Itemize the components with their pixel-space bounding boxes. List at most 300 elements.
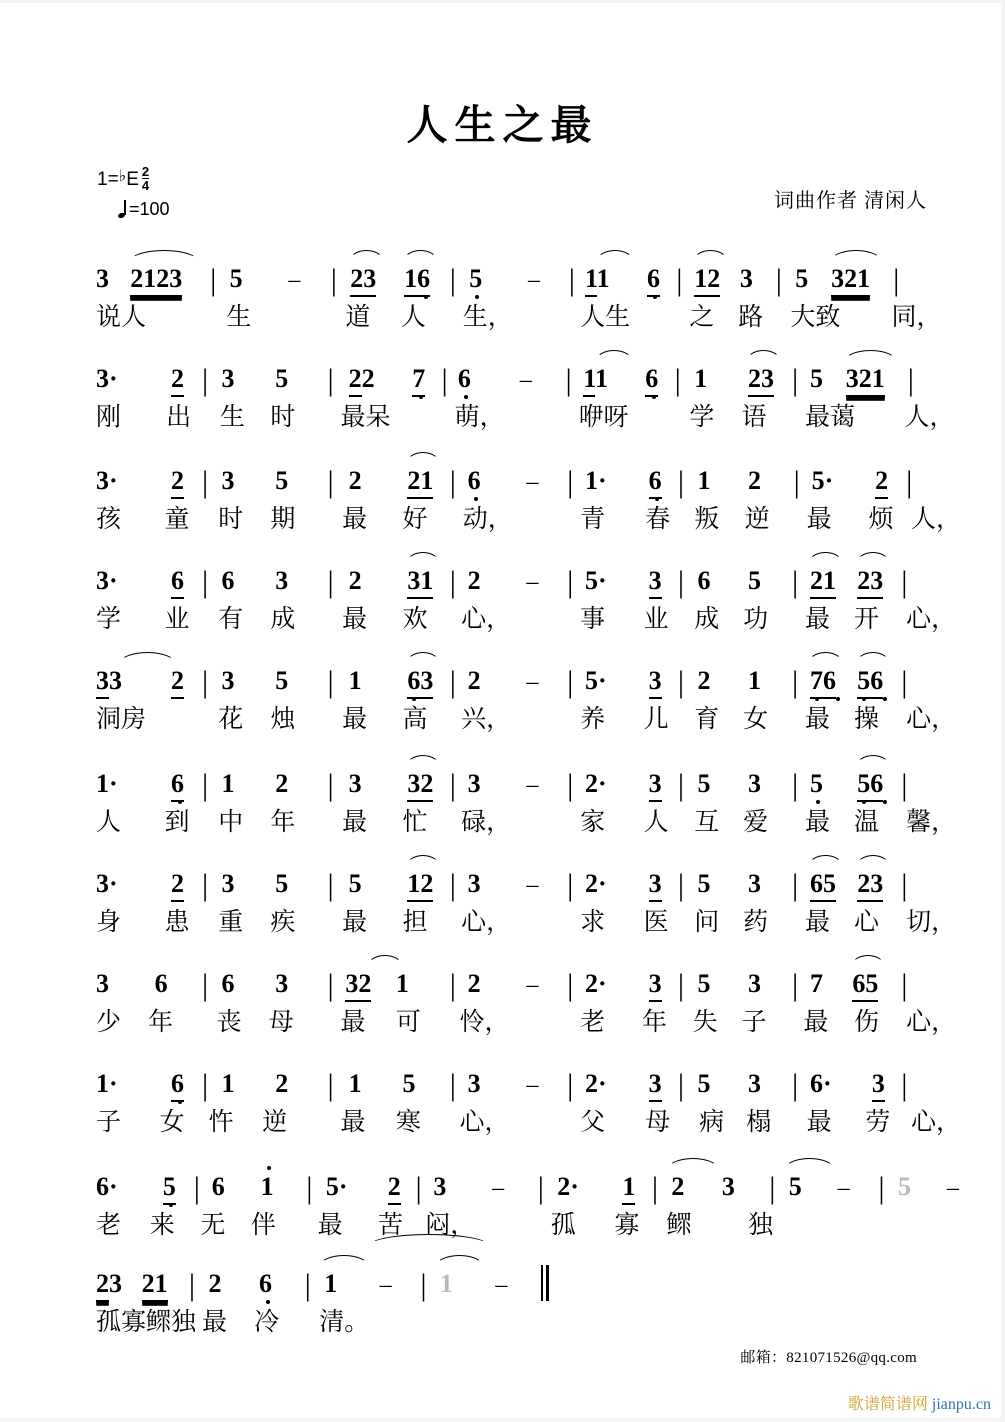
beamed-note: 3 bbox=[872, 1069, 885, 1102]
duration-dash: – bbox=[288, 267, 301, 293]
beamed-note: 6 bbox=[171, 769, 184, 802]
barline: | bbox=[449, 664, 456, 699]
note-numeral bbox=[171, 771, 184, 797]
note-numeral: 2 bbox=[748, 466, 761, 495]
slur-arc bbox=[403, 250, 438, 262]
note-numeral: 3 bbox=[748, 969, 761, 998]
barline: | bbox=[677, 464, 685, 499]
lyric-syllable: 老 bbox=[580, 1009, 606, 1036]
barline: | bbox=[201, 767, 209, 802]
slur-arc bbox=[856, 755, 891, 767]
barline: | bbox=[906, 464, 913, 499]
lyric-syllable: 刚 bbox=[96, 404, 122, 431]
note-numeral bbox=[872, 1071, 885, 1097]
barline: | bbox=[565, 362, 572, 397]
lyric-syllable: 独 bbox=[748, 1212, 774, 1239]
beamed-note: 6 bbox=[171, 566, 184, 599]
note-numeral bbox=[350, 266, 376, 292]
beamed-note: 5 bbox=[163, 1172, 176, 1205]
time-signature-denominator: 4 bbox=[141, 178, 150, 194]
barline: | bbox=[567, 767, 574, 802]
note-numeral bbox=[407, 468, 433, 494]
page-edge-top bbox=[0, 0, 1005, 3]
beamed-note: 12 bbox=[694, 264, 720, 297]
barline: | bbox=[201, 464, 209, 499]
note-numeral: 3 bbox=[467, 869, 481, 898]
lyric-syllable: 好 bbox=[402, 506, 428, 533]
lyric-syllable: 业 bbox=[643, 606, 669, 633]
beamed-note: 2 bbox=[171, 466, 184, 499]
lyric-syllable: 最 bbox=[805, 809, 831, 836]
note-numeral bbox=[647, 266, 660, 292]
time-signature bbox=[142, 165, 149, 192]
slur-arc bbox=[595, 350, 633, 362]
note-numeral: 3 bbox=[109, 1269, 122, 1298]
lyric-syllable: 时 bbox=[218, 506, 244, 533]
lyric-syllable: 萌， bbox=[454, 404, 505, 431]
lyric-syllable: 学 bbox=[96, 606, 122, 633]
footer-email: 邮箱：821071526@qq.com bbox=[740, 1350, 917, 1366]
duration-dash: – bbox=[526, 669, 539, 695]
note-numeral: 5 bbox=[697, 969, 711, 998]
music-system bbox=[96, 1148, 959, 1248]
beamed-note: 1 bbox=[583, 364, 595, 397]
footer-site-cn: 歌谱简谱网 bbox=[847, 1396, 928, 1413]
lyric-syllable: 最 bbox=[342, 506, 368, 533]
barline: | bbox=[201, 1067, 209, 1102]
slur-arc bbox=[406, 755, 441, 767]
beamed-note: 23 bbox=[350, 264, 376, 297]
barline: | bbox=[775, 262, 782, 297]
beamed-note: 76 bbox=[810, 666, 836, 699]
note-numeral: 5 bbox=[809, 769, 823, 798]
lyric-syllable: 生 bbox=[219, 404, 245, 431]
duration-dash: – bbox=[527, 267, 540, 293]
lyric-row bbox=[96, 1297, 928, 1339]
slur-arc bbox=[693, 250, 728, 262]
note-numeral: 5 bbox=[748, 566, 761, 595]
note-numeral: 3 bbox=[96, 969, 109, 998]
lyric-syllable: 爱 bbox=[743, 809, 769, 836]
note-numeral bbox=[407, 568, 433, 594]
slur-arc bbox=[746, 350, 781, 362]
lyric-syllable: 孤寡鳏独 bbox=[96, 1309, 197, 1336]
lyric-syllable: 烦 bbox=[868, 506, 894, 533]
page-edge-bottom bbox=[0, 1418, 1005, 1422]
barline: | bbox=[415, 1170, 422, 1205]
note-numeral: 5· bbox=[811, 466, 834, 495]
note-numeral: 5 bbox=[275, 869, 289, 898]
lyric-syllable: 问 bbox=[694, 909, 720, 936]
barline: | bbox=[327, 767, 334, 802]
note-numeral: 2 bbox=[275, 769, 289, 798]
barline: | bbox=[201, 867, 209, 902]
lyric-syllable: 家 bbox=[580, 809, 606, 836]
slur-arc bbox=[808, 855, 843, 867]
note-numeral: 5 bbox=[469, 264, 483, 293]
lyric-syllable: 清。 bbox=[319, 1309, 370, 1336]
beamed-note: 65 bbox=[852, 969, 878, 1002]
note-numeral: 2 bbox=[467, 666, 481, 695]
note-numeral bbox=[412, 366, 425, 392]
beamed-note: 2 bbox=[96, 1269, 109, 1302]
barline: | bbox=[201, 362, 209, 397]
note-numeral: 3· bbox=[96, 869, 118, 898]
barline: | bbox=[901, 767, 908, 802]
note-numeral: 2 bbox=[348, 566, 362, 595]
note-row bbox=[96, 340, 928, 397]
barline: | bbox=[677, 967, 685, 1002]
barline: | bbox=[201, 967, 209, 1002]
beamed-note: 65 bbox=[810, 869, 836, 902]
slur-arc bbox=[784, 1158, 835, 1170]
beamed-note: 3 bbox=[649, 969, 662, 1002]
lyric-row bbox=[96, 594, 957, 636]
note-numeral: 3· bbox=[96, 466, 118, 495]
music-system bbox=[96, 745, 957, 845]
lyric-syllable: 伴 bbox=[250, 1212, 276, 1239]
note-numeral bbox=[748, 366, 774, 392]
lyric-syllable: 道 bbox=[345, 304, 371, 331]
lyric-syllable: 药 bbox=[743, 909, 769, 936]
time-signature-numerator: 2 bbox=[141, 164, 150, 180]
music-system bbox=[96, 442, 962, 542]
note-numeral: 1 bbox=[260, 1172, 274, 1201]
note-numeral bbox=[171, 1071, 184, 1097]
lyric-syllable: 榻 bbox=[746, 1109, 772, 1136]
lyric-syllable: 最 bbox=[340, 1009, 366, 1036]
lyric-syllable: 冷 bbox=[254, 1309, 280, 1336]
lyric-syllable: 学 bbox=[689, 404, 715, 431]
barline: | bbox=[567, 867, 574, 902]
note-numeral: 3 bbox=[275, 566, 289, 595]
lyric-syllable: 业 bbox=[164, 606, 190, 633]
barline: | bbox=[567, 564, 574, 599]
high-octave-dot bbox=[267, 1166, 271, 1170]
note-numeral: 1 bbox=[694, 364, 708, 393]
duration-dash: – bbox=[526, 569, 539, 595]
barline: | bbox=[193, 1170, 201, 1205]
note-numeral: 1· bbox=[585, 466, 607, 495]
lyric-syllable: 互 bbox=[694, 809, 720, 836]
note-numeral: 3 bbox=[348, 769, 362, 798]
lyric-syllable: 欢 bbox=[402, 606, 428, 633]
note-numeral bbox=[349, 366, 375, 392]
lyric-syllable: 育 bbox=[694, 706, 720, 733]
beamed-note: 31 bbox=[407, 566, 433, 599]
lyric-syllable: 心， bbox=[911, 1109, 962, 1136]
note-numeral: 3 bbox=[221, 869, 235, 898]
slur-arc bbox=[319, 1255, 368, 1267]
barline: | bbox=[567, 664, 574, 699]
music-system bbox=[96, 845, 957, 945]
note-numeral: 5 bbox=[275, 466, 289, 495]
note-row bbox=[96, 240, 928, 297]
note-numeral: 6 bbox=[211, 1172, 225, 1201]
note-numeral: 6 bbox=[457, 364, 471, 393]
lyric-syllable: 最 bbox=[342, 706, 368, 733]
barline: | bbox=[792, 664, 799, 699]
lyric-row bbox=[96, 897, 957, 939]
lyric-syllable: 青 bbox=[580, 506, 606, 533]
note-numeral bbox=[852, 971, 878, 997]
note-numeral: 5 bbox=[697, 869, 711, 898]
lyric-syllable: 寡 bbox=[614, 1212, 640, 1239]
duration-dash: – bbox=[526, 772, 539, 798]
beamed-note: 21 bbox=[142, 1269, 168, 1302]
note-numeral: 2 bbox=[275, 1069, 289, 1098]
note-numeral: 3 bbox=[721, 1172, 735, 1201]
note-row bbox=[96, 1245, 928, 1302]
beamed-note: 6 bbox=[647, 264, 660, 297]
lyric-syllable: 最 bbox=[805, 706, 831, 733]
duration-dash: – bbox=[492, 1175, 505, 1201]
beamed-note: 12 bbox=[407, 869, 433, 902]
lyric-syllable: 碌， bbox=[461, 809, 512, 836]
note-numeral bbox=[645, 366, 658, 392]
beamed-note: 2 bbox=[349, 364, 362, 397]
barline: | bbox=[567, 1067, 574, 1102]
barline: | bbox=[327, 867, 334, 902]
barline: | bbox=[792, 564, 799, 599]
barline: | bbox=[792, 1067, 799, 1102]
note-numeral bbox=[857, 771, 883, 797]
barline: | bbox=[677, 867, 685, 902]
lyric-row bbox=[96, 1200, 928, 1242]
barline: | bbox=[449, 867, 456, 902]
note-numeral bbox=[583, 366, 608, 392]
note-numeral: 1· bbox=[96, 1069, 118, 1098]
note-numeral: 5 bbox=[697, 1069, 711, 1098]
note-numeral: 3 bbox=[109, 666, 122, 695]
lyric-row bbox=[96, 997, 957, 1039]
lyric-syllable: 春 bbox=[645, 506, 671, 533]
slur-arc bbox=[119, 652, 176, 664]
note-numeral bbox=[649, 468, 662, 494]
note-numeral: 1 bbox=[395, 969, 409, 998]
lyric-syllable: 有 bbox=[218, 606, 244, 633]
lyric-syllable: 年 bbox=[148, 1009, 174, 1036]
barline: | bbox=[327, 967, 334, 1002]
note-numeral bbox=[585, 266, 610, 292]
note-numeral: 2· bbox=[585, 869, 607, 898]
slur-arc bbox=[349, 250, 384, 262]
lyric-syllable: 叛 bbox=[694, 506, 720, 533]
note-numeral: 6· bbox=[96, 1172, 118, 1201]
note-numeral: 2· bbox=[585, 1069, 607, 1098]
lyric-syllable: 鳏 bbox=[666, 1212, 692, 1239]
lyric-syllable: 咿呀 bbox=[578, 404, 629, 431]
barline: | bbox=[327, 464, 334, 499]
lyric-syllable: 求 bbox=[580, 909, 606, 936]
beamed-note: 3 bbox=[96, 666, 109, 699]
barline: | bbox=[537, 1170, 544, 1205]
lyric-syllable: 人 bbox=[96, 809, 122, 836]
slur-arc bbox=[406, 855, 441, 867]
flat-symbol: ♭ bbox=[118, 168, 127, 185]
lyric-syllable: 最 bbox=[805, 909, 831, 936]
note-numeral: 5 bbox=[897, 1172, 911, 1201]
slur-arc bbox=[851, 955, 886, 967]
beamed-note: 7 bbox=[412, 364, 425, 397]
note-numeral: 1 bbox=[748, 666, 761, 695]
lyric-row bbox=[96, 797, 957, 839]
note-numeral: 2· bbox=[585, 969, 607, 998]
note-numeral bbox=[857, 668, 883, 694]
lyric-syllable: 身 bbox=[96, 909, 122, 936]
note-numeral bbox=[694, 266, 720, 292]
slur-arc bbox=[856, 855, 891, 867]
barline: | bbox=[449, 262, 456, 297]
note-numeral bbox=[649, 971, 662, 997]
lyric-syllable: 洞房 bbox=[96, 706, 147, 733]
note-numeral: 2· bbox=[585, 769, 607, 798]
lyric-syllable: 高 bbox=[402, 706, 428, 733]
barline: | bbox=[327, 564, 334, 599]
lyric-syllable: 大致 bbox=[790, 304, 841, 331]
tempo-value: =100 bbox=[129, 199, 170, 219]
note-numeral bbox=[649, 771, 662, 797]
lyric-syllable: 女 bbox=[159, 1109, 185, 1136]
note-numeral: 3 bbox=[748, 769, 761, 798]
slur-arc bbox=[406, 652, 441, 664]
note-numeral bbox=[130, 266, 182, 292]
lyric-syllable: 心， bbox=[906, 606, 957, 633]
lyric-syllable: 最 bbox=[342, 809, 368, 836]
lyric-syllable: 同， bbox=[891, 304, 942, 331]
note-numeral: 1 bbox=[324, 1269, 338, 1298]
lyric-syllable: 人， bbox=[911, 506, 962, 533]
barline: | bbox=[677, 767, 685, 802]
note-numeral bbox=[810, 871, 836, 897]
lyric-syllable: 年 bbox=[270, 809, 296, 836]
note-numeral bbox=[171, 366, 184, 392]
slur-arc bbox=[596, 250, 634, 262]
slur-arc bbox=[856, 652, 891, 664]
barline: | bbox=[901, 967, 908, 1002]
slur-arc bbox=[808, 552, 843, 564]
barline: | bbox=[878, 1170, 885, 1205]
barline: | bbox=[210, 262, 217, 297]
barline: | bbox=[792, 867, 799, 902]
lyric-syllable: 怜， bbox=[459, 1009, 510, 1036]
note-numeral bbox=[407, 771, 433, 797]
lyric-syllable: 最 bbox=[803, 1009, 829, 1036]
barline: | bbox=[449, 967, 456, 1002]
note-numeral bbox=[649, 668, 662, 694]
composer-credit: 词曲作者 清闲人 bbox=[774, 190, 927, 212]
note-numeral bbox=[831, 266, 870, 292]
note-row bbox=[96, 745, 928, 802]
beamed-note: 2 bbox=[171, 869, 184, 902]
note-numeral bbox=[846, 366, 885, 392]
lyric-syllable: 少 bbox=[96, 1009, 122, 1036]
beamed-note: 21 bbox=[407, 466, 433, 499]
beamed-note: 3 bbox=[649, 769, 662, 802]
note-numeral: 2 bbox=[361, 364, 375, 393]
beamed-note: 56 bbox=[857, 666, 883, 699]
duration-dash: – bbox=[495, 1272, 508, 1298]
lyric-syllable: 之 bbox=[689, 304, 715, 331]
lyric-syllable: 孤 bbox=[550, 1212, 576, 1239]
note-numeral: 6 bbox=[221, 969, 235, 998]
music-system bbox=[96, 642, 957, 742]
note-row bbox=[96, 542, 928, 599]
lyric-syllable: 功 bbox=[743, 606, 769, 633]
lyric-syllable: 最 bbox=[806, 1109, 832, 1136]
note-row bbox=[96, 642, 928, 699]
note-numeral: 6 bbox=[259, 1269, 272, 1298]
note-numeral: 1 bbox=[596, 264, 610, 293]
note-row bbox=[96, 845, 928, 902]
note-numeral: 2 bbox=[671, 1172, 685, 1201]
beamed-note: 56 bbox=[857, 769, 883, 802]
duration-dash: – bbox=[526, 1072, 539, 1098]
final-double-barline bbox=[541, 1265, 550, 1301]
lyric-syllable: 忙 bbox=[402, 809, 428, 836]
lyric-syllable: 忤 bbox=[208, 1109, 234, 1136]
lyric-syllable: 心， bbox=[906, 706, 957, 733]
lyric-syllable: 闷， bbox=[425, 1212, 476, 1239]
lyric-syllable: 父 bbox=[580, 1109, 606, 1136]
lyric-syllable: 最 bbox=[201, 1309, 227, 1336]
note-numeral: 3 bbox=[96, 264, 109, 293]
note-numeral bbox=[810, 668, 836, 694]
lyric-syllable: 来 bbox=[149, 1212, 175, 1239]
beamed-note: 21 bbox=[810, 566, 836, 599]
lyric-syllable: 时 bbox=[270, 404, 296, 431]
note-numeral: 5 bbox=[275, 364, 289, 393]
lyric-syllable: 生 bbox=[226, 304, 252, 331]
duration-dash: – bbox=[526, 872, 539, 898]
note-numeral bbox=[649, 568, 662, 594]
beamed-note: 16 bbox=[404, 264, 430, 297]
note-numeral: 5· bbox=[325, 1172, 348, 1201]
note-numeral: 3 bbox=[221, 466, 235, 495]
lyric-syllable: 患 bbox=[164, 909, 190, 936]
lyric-syllable: 心， bbox=[906, 1009, 957, 1036]
note-numeral: 5 bbox=[348, 869, 362, 898]
note-numeral: 1 bbox=[348, 1069, 362, 1098]
barline: | bbox=[420, 1267, 427, 1302]
lyric-syllable: 馨， bbox=[906, 809, 957, 836]
lyric-syllable: 医 bbox=[643, 909, 669, 936]
slur-arc bbox=[667, 1158, 720, 1170]
slur-arc bbox=[856, 552, 891, 564]
note-numeral: 3 bbox=[433, 1172, 447, 1201]
beamed-note: 6 bbox=[645, 364, 658, 397]
note-numeral: 5 bbox=[809, 364, 823, 393]
note-numeral: 6 bbox=[154, 969, 168, 998]
lyric-syllable: 女 bbox=[743, 706, 769, 733]
barline: | bbox=[901, 1067, 908, 1102]
lyric-syllable: 花 bbox=[218, 706, 244, 733]
barline: | bbox=[769, 1170, 776, 1205]
lyric-syllable: 疾 bbox=[270, 909, 296, 936]
barline: | bbox=[568, 262, 575, 297]
barline: | bbox=[304, 1267, 311, 1302]
note-numeral: 2 bbox=[697, 666, 711, 695]
barline: | bbox=[677, 1067, 685, 1102]
beamed-note: 2 bbox=[388, 1172, 401, 1205]
lyric-syllable: 心 bbox=[853, 909, 879, 936]
note-numeral: 3 bbox=[739, 264, 753, 293]
music-system bbox=[96, 340, 955, 440]
lyric-syllable: 寒 bbox=[395, 1109, 421, 1136]
footer-site bbox=[848, 1391, 991, 1414]
lyric-syllable: 可 bbox=[395, 1009, 421, 1036]
note-numeral: 3 bbox=[467, 1069, 481, 1098]
